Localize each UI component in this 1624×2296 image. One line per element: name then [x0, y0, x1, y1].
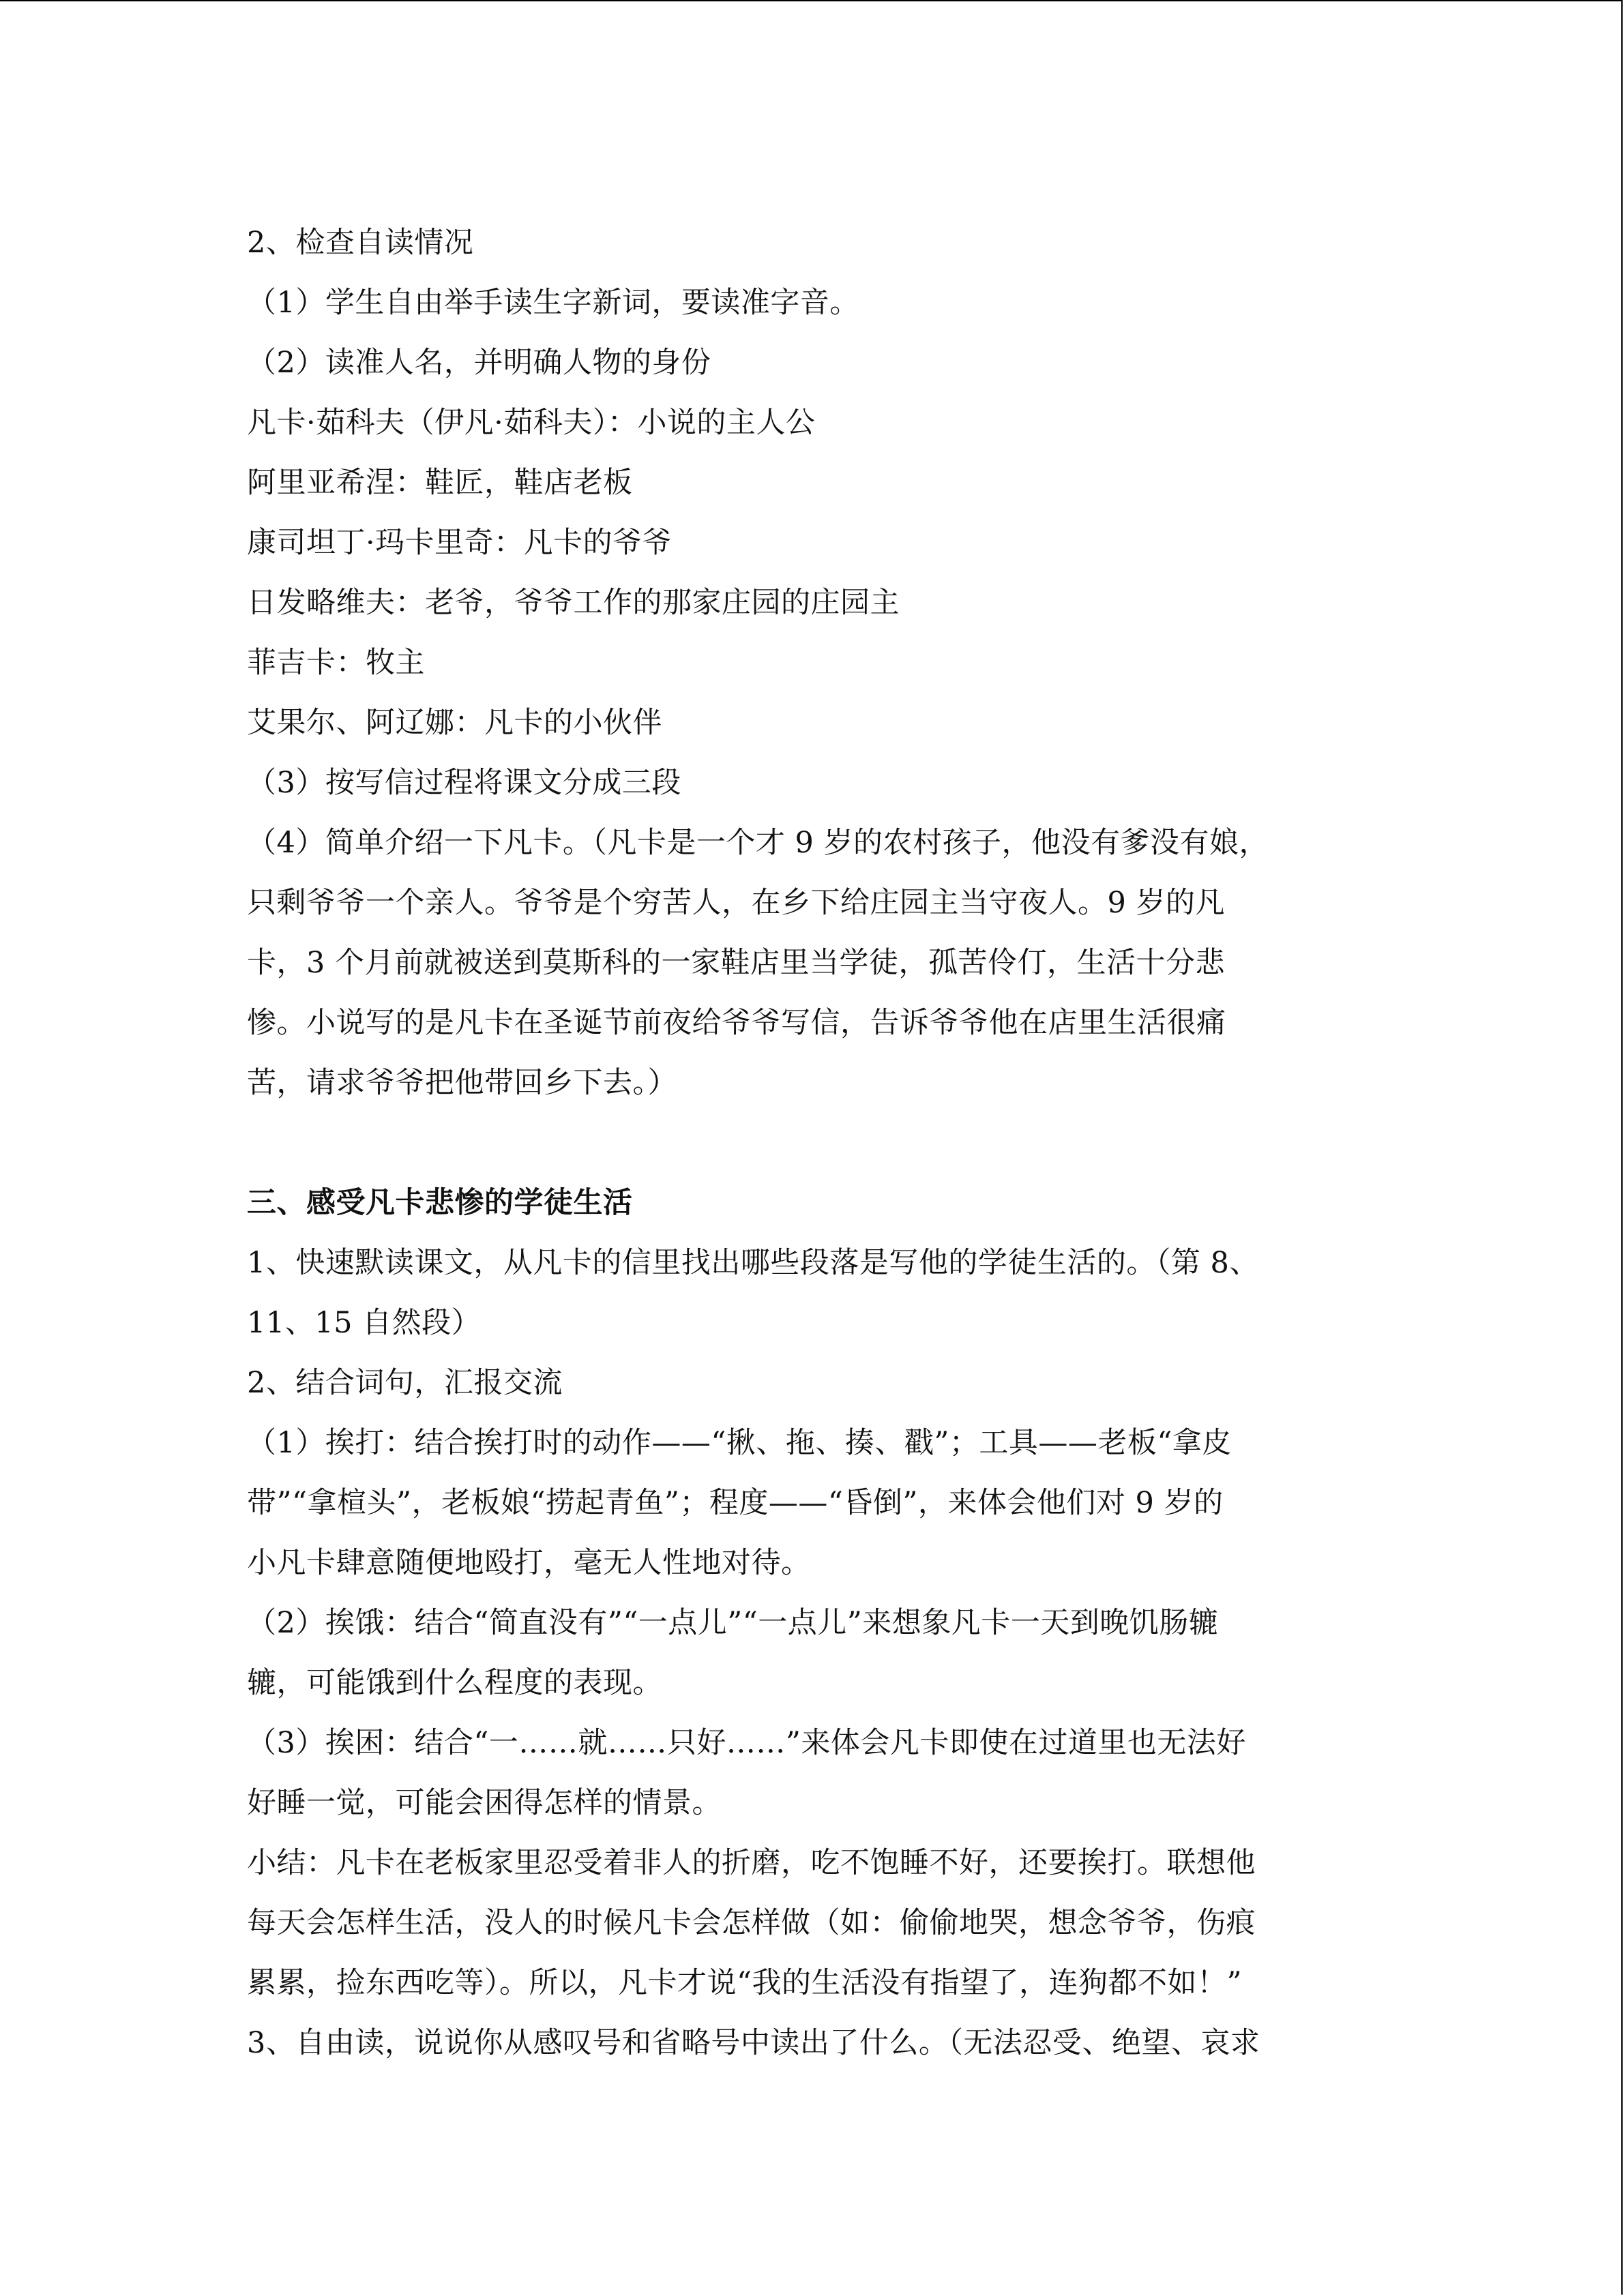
text-line: （3）按写信过程将课文分成三段	[247, 766, 681, 800]
text-line: （2）读准人名，并明确人物的身份	[247, 346, 711, 380]
text-line: （1）挨打：结合挨打时的动作——“揪、拖、揍、戳”；工具——老板“拿皮	[247, 1426, 1232, 1460]
text-line: 小结：凡卡在老板家里忍受着非人的折磨，吃不饱睡不好，还要挨打。联想他	[247, 1846, 1256, 1880]
text-line: 阿里亚希涅：鞋匠，鞋店老板	[247, 466, 633, 500]
text-line: 卡，3 个月前就被送到莫斯科的一家鞋店里当学徒，孤苦伶仃，生活十分悲	[247, 946, 1226, 980]
text-line: 菲吉卡：牧主	[247, 646, 425, 680]
text-line: 带”“拿楦头”，老板娘“捞起青鱼”；程度——“昏倒”，来体会他们对 9 岁的	[247, 1486, 1224, 1520]
text-line: （1）学生自由举手读生字新词，要读准字音。	[247, 286, 859, 320]
text-line: 每天会怎样生活，没人的时候凡卡会怎样做（如：偷偷地哭，想念爷爷，伤痕	[247, 1906, 1256, 1940]
document-body	[247, 213, 1379, 2073]
text-line: 只剩爷爷一个亲人。爷爷是个穷苦人，在乡下给庄园主当守夜人。9 岁的凡	[247, 886, 1226, 920]
text-line: 凡卡·茹科夫（伊凡·茹科夫）：小说的主人公	[247, 406, 816, 440]
text-line: 辘，可能饿到什么程度的表现。	[247, 1666, 662, 1700]
text-line: 1、快速默读课文，从凡卡的信里找出哪些段落是写他的学徒生活的。（第 8、	[247, 1246, 1259, 1280]
text-line: 11、15 自然段）	[247, 1306, 482, 1340]
text-line: 小凡卡肆意随便地殴打，毫无人性地对待。	[247, 1546, 811, 1580]
text-line: 艾果尔、阿辽娜：凡卡的小伙伴	[247, 706, 662, 740]
section-heading: 三、感受凡卡悲惨的学徒生活	[247, 1186, 633, 1220]
text-line: 3、自由读，说说你从感叹号和省略号中读出了什么。（无法忍受、绝望、哀求	[247, 2026, 1260, 2060]
text-line: 日发略维夫：老爷，爷爷工作的那家庄园的庄园主	[247, 586, 900, 620]
text-line: 好睡一觉，可能会困得怎样的情景。	[247, 1786, 722, 1820]
text-line: 累累，捡东西吃等）。所以，凡卡才说“我的生活没有指望了，连狗都不如！”	[247, 1966, 1242, 2000]
text-line: 2、检查自读情况	[247, 226, 474, 260]
text-line: 2、结合词句，汇报交流	[247, 1366, 563, 1400]
text-line: （4）简单介绍一下凡卡。（凡卡是一个才 9 岁的农村孩子，他没有爹没有娘，	[247, 826, 1269, 860]
text-line: 康司坦丁·玛卡里奇：凡卡的爷爷	[247, 526, 673, 560]
text-line: 苦，请求爷爷把他带回乡下去。）	[247, 1066, 677, 1100]
text-line: （2）挨饿：结合“简直没有”“一点儿”“一点儿”来想象凡卡一天到晚饥肠辘	[247, 1606, 1219, 1640]
paragraph-gap	[247, 1113, 1379, 1173]
text-line: 惨。小说写的是凡卡在圣诞节前夜给爷爷写信，告诉爷爷他在店里生活很痛	[247, 1006, 1226, 1040]
text-line: （3）挨困：结合“一……就……只好……”来体会凡卡即使在过道里也无法好	[247, 1726, 1246, 1760]
